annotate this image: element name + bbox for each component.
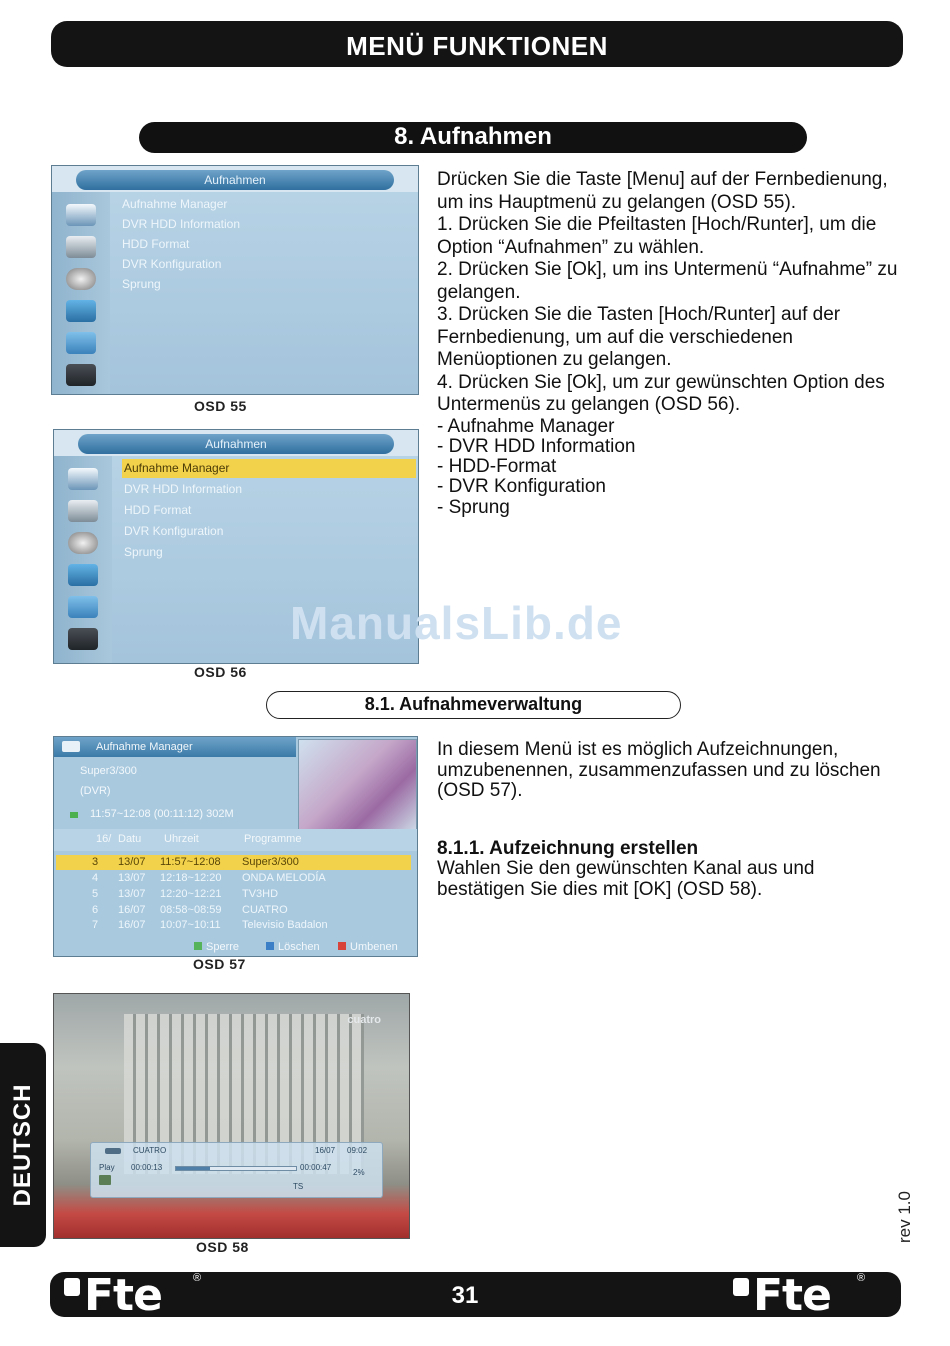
- osd56-sidebar: [54, 456, 112, 663]
- red-key-icon: [338, 942, 346, 950]
- green-key-icon: [194, 942, 202, 950]
- watermark: ManualsLib.de: [290, 597, 623, 649]
- osd55-screenshot: [51, 165, 419, 395]
- sub811-title: 8.1.1. Aufzeichnung erstellen: [437, 838, 699, 859]
- table-row: 6 16/07 08:58~08:59 CUATRO: [92, 904, 288, 916]
- osd57-screenshot: [53, 736, 418, 957]
- col-header: 16/: [96, 833, 112, 845]
- osd57-channel: Super3/300: [80, 765, 137, 777]
- osd57-button-umbenen: Umbenen: [350, 941, 398, 953]
- monitor-icon: [68, 468, 98, 490]
- footer-logo-right: Fte: [753, 1270, 831, 1321]
- tv-icon: [105, 1148, 121, 1154]
- osd55-caption: OSD 55: [194, 398, 247, 414]
- osd56-item: HDD Format: [124, 503, 192, 517]
- progress-fill: [176, 1167, 210, 1170]
- green-dot-icon: [70, 812, 78, 818]
- col-header: Programme: [244, 833, 302, 845]
- osd57-title: Aufnahme Manager: [96, 741, 193, 753]
- osd58-percent: 2%: [353, 1168, 365, 1177]
- table-row: 7 16/07 10:07~10:11 Televisio Badalon: [92, 919, 328, 931]
- osd55-item: DVR Konfiguration: [122, 257, 222, 271]
- osd56-item: Sprung: [124, 545, 163, 559]
- osd55-title: Aufnahmen: [76, 170, 394, 190]
- osd55-item: Aufnahme Manager: [122, 197, 228, 211]
- osd58-format: TS: [293, 1182, 304, 1191]
- progress-bar: [175, 1166, 297, 1171]
- registered-mark-left: ®: [193, 1272, 202, 1284]
- arrow-icon: [66, 332, 96, 354]
- blue-key-icon: [266, 942, 274, 950]
- subsection-title: 8.1. Aufnahmeverwaltung: [266, 691, 681, 719]
- osd56-item-selected: Aufnahme Manager: [122, 459, 416, 478]
- osd57-button-loeschen: Löschen: [278, 941, 320, 953]
- intro-line: - Aufnahme Manager: [437, 415, 615, 437]
- desc-81: In diesem Menü ist es möglich Aufzeichnungen, umzubenennen, zusammenzufassen und zu löschen (OSD 57).: [437, 739, 881, 801]
- osd58-screenshot: [53, 993, 410, 1239]
- folder-icon: [62, 741, 80, 752]
- intro-text: [437, 169, 907, 518]
- infobar: [90, 1142, 383, 1198]
- clapperboard-icon: [66, 364, 96, 386]
- intro-line: 1. Drücken Sie die Pfeiltasten [Hoch/Runter], um die Option “Aufnahmen” zu wählen.: [437, 214, 877, 258]
- intro-line: - DVR HDD Information: [437, 435, 636, 457]
- osd56-caption: OSD 56: [194, 664, 247, 680]
- registered-mark-right: ®: [857, 1272, 866, 1284]
- osd57-caption: OSD 57: [193, 956, 246, 972]
- footer-logo-left: Fte: [84, 1270, 162, 1321]
- osd58-clock: 09:02: [347, 1146, 368, 1155]
- package-icon: [68, 564, 98, 586]
- osd58-elapsed: 00:00:13: [131, 1163, 163, 1172]
- osd58-total: 00:00:47: [300, 1163, 332, 1172]
- osd55-item: DVR HDD Information: [122, 217, 241, 231]
- logo-square-icon: [733, 1278, 749, 1296]
- intro-line: 3. Drücken Sie die Tasten [Hoch/Runter] auf der Fernbedienung, um auf die verschiedenen Menüoptionen zu gelangen.: [437, 304, 841, 370]
- tools-icon: [68, 500, 98, 522]
- osd56-item: DVR Konfiguration: [124, 524, 224, 538]
- intro-line: Drücken Sie die Taste [Menu] auf der Fernbedienung, um ins Hauptmenü zu gelangen (OSD 55).: [437, 169, 888, 213]
- intro-line: 2. Drücken Sie [Ok], um ins Untermenü “Aufnahme” zu gelangen.: [437, 259, 898, 303]
- page-number: 31: [451, 1282, 479, 1309]
- osd58-date: 16/07: [315, 1146, 336, 1155]
- revision-label: rev 1.0: [895, 1191, 914, 1243]
- osd55-sidebar: [52, 192, 110, 394]
- clapperboard-icon: [68, 628, 98, 650]
- table-row: 3 13/07 11:57~12:08 Super3/300: [56, 855, 411, 870]
- osd55-item: HDD Format: [122, 237, 190, 251]
- osd56-item: DVR HDD Information: [124, 482, 243, 496]
- gear-icon: [68, 532, 98, 554]
- osd55-item: Sprung: [122, 277, 161, 291]
- recording-icon: [99, 1175, 111, 1185]
- osd56-title: Aufnahmen: [78, 434, 394, 454]
- package-icon: [66, 300, 96, 322]
- page-header: MENÜ FUNKTIONEN: [51, 21, 903, 67]
- monitor-icon: [66, 204, 96, 226]
- preview-thumbnail: [298, 739, 417, 831]
- language-label: DEUTSCH: [9, 1083, 36, 1207]
- intro-line: 4. Drücken Sie [Ok], um zur gewünschten Option des Untermenüs zu gelangen (OSD 56).: [437, 371, 885, 415]
- osd58-mode: Play: [99, 1163, 115, 1172]
- osd58-caption: OSD 58: [196, 1239, 249, 1255]
- table-row: 4 13/07 12:18~12:20 ONDA MELODÍA: [92, 872, 326, 884]
- intro-line: - DVR Konfiguration: [437, 476, 606, 498]
- table-row: 5 13/07 12:20~12:21 TV3HD: [92, 888, 279, 900]
- channel-logo: cuatro: [347, 1014, 381, 1026]
- osd58-channel: CUATRO: [133, 1146, 167, 1155]
- gear-icon: [66, 268, 96, 290]
- osd57-info: 11:57~12:08 (00:11:12) 302M: [90, 808, 234, 820]
- osd57-type: (DVR): [80, 785, 111, 797]
- intro-line: - HDD-Format: [437, 456, 557, 478]
- intro-line: - Sprung: [437, 496, 510, 518]
- tools-icon: [66, 236, 96, 258]
- logo-square-icon: [64, 1278, 80, 1296]
- section-title: 8. Aufnahmen: [139, 122, 807, 153]
- arrow-icon: [68, 596, 98, 618]
- osd57-button-sperre: Sperre: [206, 941, 240, 953]
- sub811-text: Wahlen Sie den gewünschten Kanal aus und bestätigen Sie dies mit [OK] (OSD 58).: [437, 858, 815, 900]
- col-header: Uhrzeit: [164, 833, 199, 845]
- col-header: Datu: [118, 833, 142, 845]
